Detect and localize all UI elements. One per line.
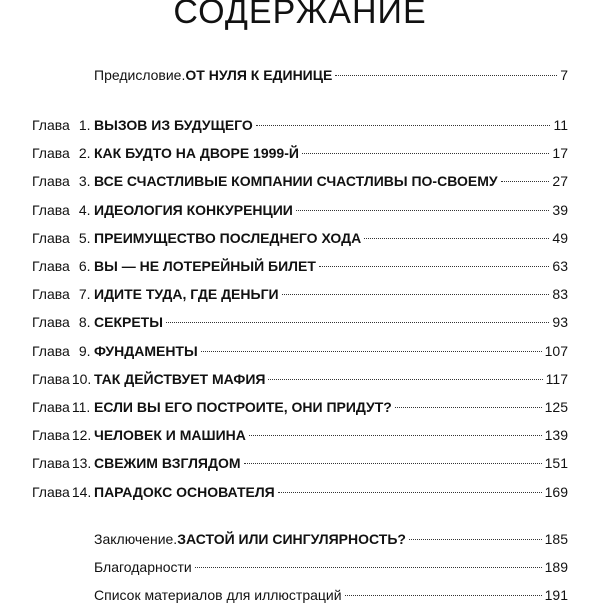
chapter-word: Глава [32, 117, 70, 133]
chapter-row [32, 311, 568, 333]
chapter-number: 10. [71, 370, 92, 387]
chapter-title: ЕСЛИ ВЫ ЕГО ПОСТРОИТЕ, ОНИ ПРИДУТ? [94, 399, 392, 415]
dot-leader [335, 75, 557, 76]
chapter-title: СЕКРЕТЫ [94, 314, 163, 331]
entry-prefix: Заключение. [94, 531, 178, 547]
chapter-title: ВЫ — НЕ ЛОТЕРЕЙНЫЙ БИЛЕТ [94, 258, 316, 274]
chapter-label [32, 170, 94, 192]
chapter-label [32, 396, 94, 418]
back-matter-row [32, 556, 568, 578]
chapter-label [32, 227, 94, 249]
page-number: 93 [552, 314, 568, 331]
chapter-word: Глава [32, 258, 70, 274]
chapter-word: Глава [32, 314, 70, 331]
chapter-label [32, 340, 94, 362]
chapter-title: ИДЕОЛОГИЯ КОНКУРЕНЦИИ [94, 201, 293, 218]
chapter-label [32, 452, 94, 474]
chapter-label [32, 424, 94, 446]
chapter-number: 2. [78, 145, 91, 162]
chapter-row [32, 424, 568, 446]
page-number: 11 [553, 117, 568, 133]
page-number: 7 [560, 67, 568, 83]
chapter-title: ФУНДАМЕНТЫ [94, 342, 198, 359]
entry-heading: ЗАСТОЙ ИЛИ СИНГУЛЯРНОСТЬ? [177, 531, 406, 547]
entry-heading: ОТ НУЛЯ К ЕДИНИЦЕ [185, 67, 333, 83]
chapter-number: 8. [78, 314, 91, 331]
chapter-number: 1. [78, 117, 91, 133]
dot-leader [282, 294, 550, 295]
dot-leader [201, 351, 542, 352]
chapter-word: Глава [32, 173, 70, 190]
back-matter-row [32, 584, 568, 606]
page-number: 117 [545, 370, 568, 387]
chapter-word: Глава [32, 201, 70, 218]
chapter-title: ЧЕЛОВЕК И МАШИНА [94, 427, 246, 444]
chapter-word: Глава [32, 229, 70, 246]
chapter-word: Глава [32, 370, 70, 387]
dot-leader [319, 266, 550, 267]
dot-leader [195, 567, 542, 568]
back-matter-row [32, 528, 568, 550]
chapter-number: 14. [71, 483, 92, 500]
dot-leader [278, 492, 542, 493]
chapter-number: 7. [78, 286, 91, 303]
chapter-label [32, 255, 94, 277]
page-number: 63 [552, 258, 568, 274]
chapter-number: 13. [71, 455, 92, 472]
chapter-row [32, 114, 568, 136]
chapter-number: 6. [78, 258, 91, 274]
chapter-title: КАК БУДТО НА ДВОРЕ 1999-Й [94, 145, 299, 162]
dot-leader [409, 539, 542, 540]
chapter-word: Глава [32, 399, 70, 415]
chapter-row [32, 283, 568, 305]
entry-prefix: Предисловие. [94, 67, 186, 83]
chapter-row [32, 170, 568, 192]
page-number: 151 [544, 455, 568, 472]
chapter-title: СВЕЖИМ ВЗГЛЯДОМ [94, 455, 241, 472]
chapter-number: 5. [78, 229, 91, 246]
dot-leader [395, 407, 542, 408]
entry-prefix: Список материалов для иллюстраций [94, 587, 342, 603]
page-number: 83 [552, 286, 568, 303]
page-number: 27 [552, 173, 568, 190]
chapter-row [32, 227, 568, 249]
chapter-label [32, 142, 94, 164]
page-title: СОДЕРЖАНИЕ [173, 0, 427, 31]
dot-leader [249, 435, 542, 436]
entry-prefix: Благодарности [94, 559, 192, 575]
chapter-title: ПРЕИМУЩЕСТВО ПОСЛЕДНЕГО ХОДА [94, 229, 362, 246]
chapter-title: ВЫЗОВ ИЗ БУДУЩЕГО [94, 117, 253, 133]
chapter-row [32, 368, 568, 390]
chapter-row [32, 340, 568, 362]
chapter-label [32, 114, 94, 136]
chapter-label [32, 481, 94, 503]
chapter-number: 9. [78, 342, 91, 359]
chapter-title: ПАРАДОКС ОСНОВАТЕЛЯ [94, 483, 275, 500]
page-number: 17 [552, 145, 568, 162]
page-number: 185 [544, 531, 568, 547]
chapter-row [32, 396, 568, 418]
chapter-number: 12. [71, 427, 92, 444]
dot-leader [302, 153, 549, 154]
chapter-word: Глава [32, 342, 70, 359]
chapter-row [32, 452, 568, 474]
chapter-label [32, 311, 94, 333]
chapter-number: 11. [71, 399, 91, 415]
chapter-label [32, 199, 94, 221]
page-number: 189 [544, 559, 568, 575]
page-number: 139 [544, 427, 568, 444]
page-number: 191 [544, 587, 568, 603]
chapter-number: 3. [78, 173, 91, 190]
chapter-row [32, 199, 568, 221]
chapter-row [32, 255, 568, 277]
dot-leader [345, 595, 542, 596]
dot-leader [244, 463, 542, 464]
chapter-title: ВСЕ СЧАСТЛИВЫЕ КОМПАНИИ СЧАСТЛИВЫ ПО-СВОЕМУ [94, 173, 498, 190]
chapter-title: ТАК ДЕЙСТВУЕТ МАФИЯ [94, 370, 266, 387]
chapter-word: Глава [32, 145, 70, 162]
chapter-number: 4. [78, 201, 91, 218]
chapter-label [32, 283, 94, 305]
page-number: 125 [544, 399, 568, 415]
chapter-word: Глава [32, 455, 70, 472]
chapter-title: ИДИТЕ ТУДА, ГДЕ ДЕНЬГИ [94, 286, 279, 303]
chapter-word: Глава [32, 427, 70, 444]
chapter-word: Глава [32, 286, 70, 303]
dot-leader [296, 210, 550, 211]
page-number: 39 [552, 201, 568, 218]
front-matter-row [32, 64, 568, 86]
page-number: 169 [544, 483, 568, 500]
dot-leader [166, 322, 549, 323]
chapter-row [32, 142, 568, 164]
page-number: 49 [552, 229, 568, 246]
page-number: 107 [544, 342, 568, 359]
dot-leader [364, 238, 549, 239]
chapter-word: Глава [32, 483, 70, 500]
chapter-label [32, 368, 94, 390]
dot-leader [256, 125, 551, 126]
dot-leader [268, 379, 542, 380]
dot-leader [501, 181, 550, 182]
chapter-row [32, 481, 568, 503]
